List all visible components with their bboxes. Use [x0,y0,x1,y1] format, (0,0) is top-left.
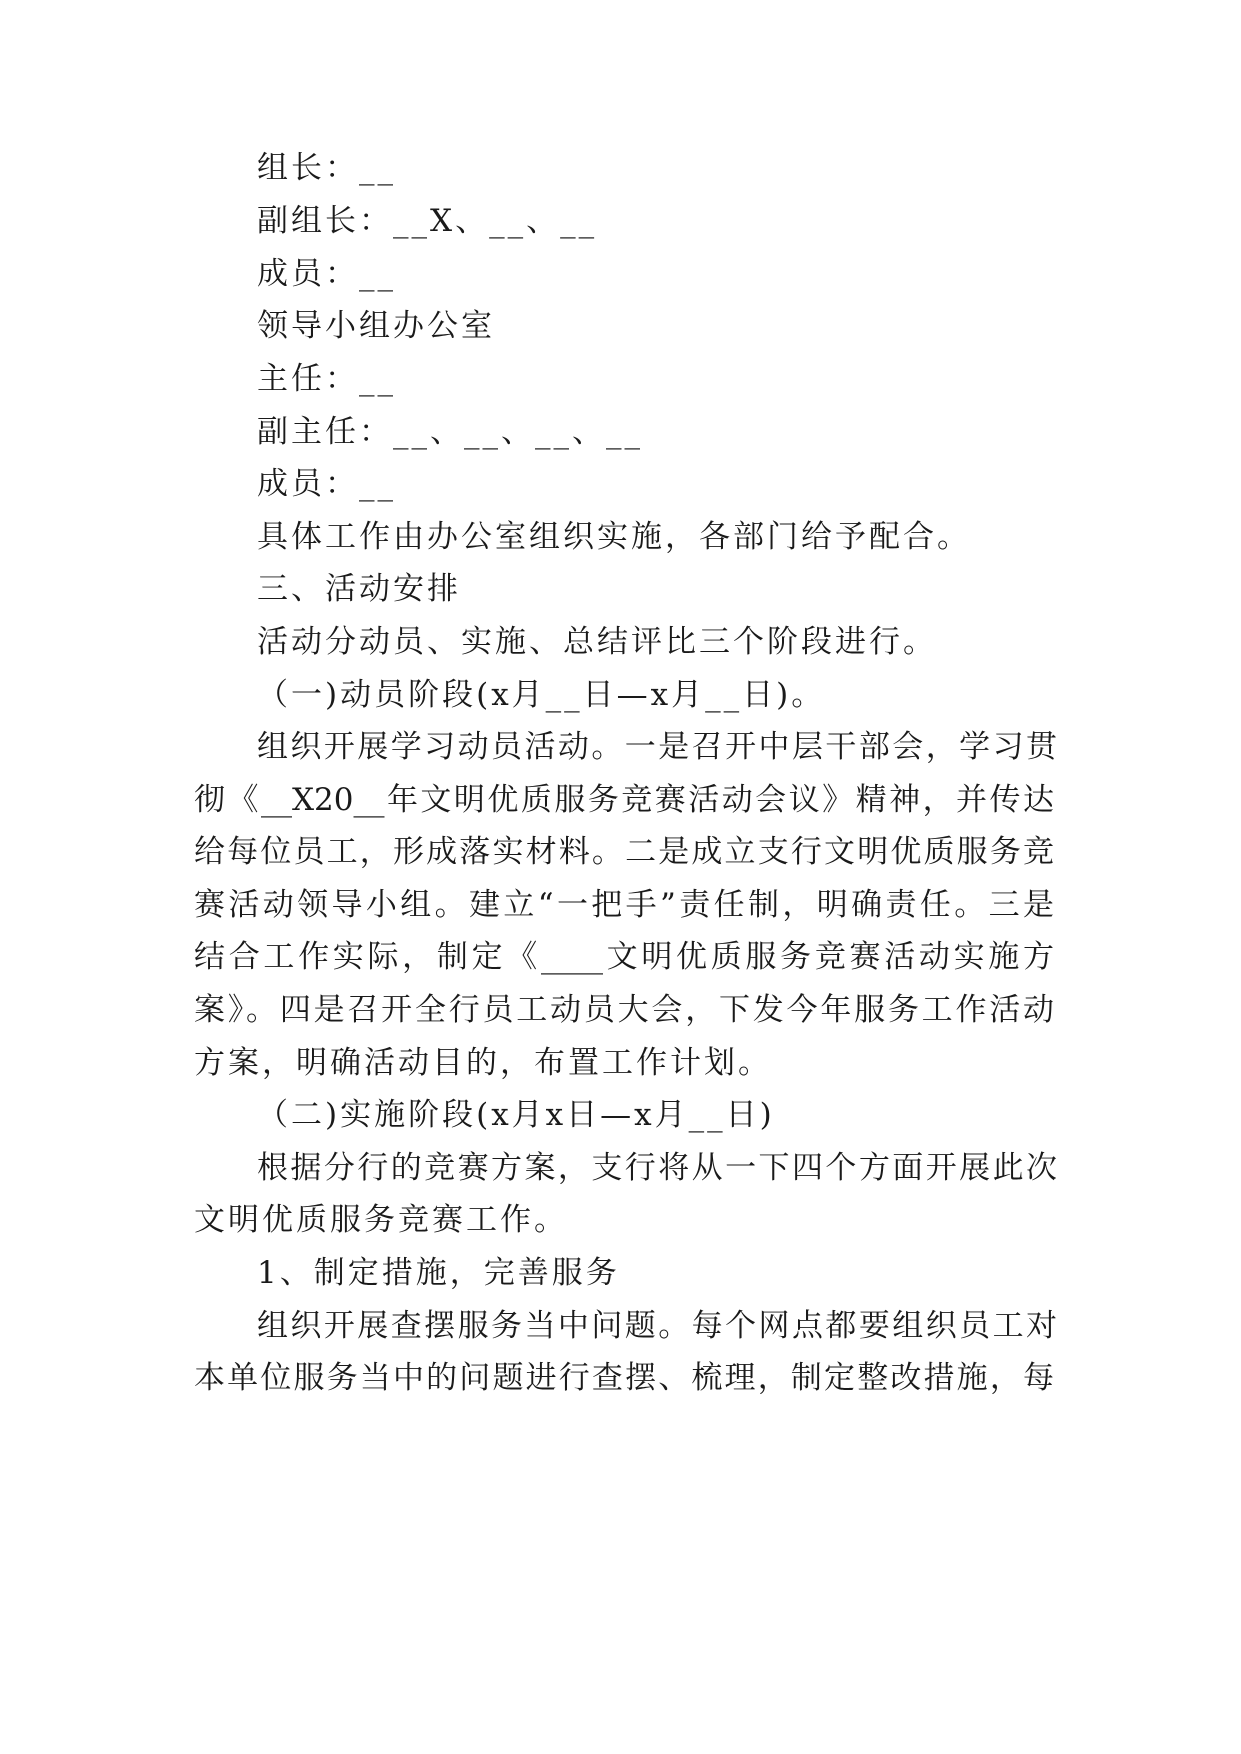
deputy-director-line: 副主任：__、__、__、__ [257,414,643,450]
paragraph-line: 彻《__X20__年文明优质服务竞赛活动会议》精神，并传达 [194,782,1054,818]
section-heading: 三、活动安排 [257,571,461,607]
paragraph-line: 方案，明确活动目的，布置工作计划。 [194,1045,772,1081]
subsection-heading: （二)实施阶段(x月x日—x月__日) [257,1097,775,1133]
paragraph-line: 结合工作实际，制定《____文明优质服务竞赛活动实施方 [194,939,1054,975]
paragraph-line: 赛活动领导小组。建立“一把手”责任制，明确责任。三是 [194,887,1054,923]
paragraph-line: 具体工作由办公室组织实施，各部门给予配合。 [257,519,971,555]
leader-line: 组长：__ [257,150,396,186]
paragraph-line: 文明优质服务竞赛工作。 [194,1202,568,1238]
item-heading: 1、制定措施，完善服务 [257,1255,620,1291]
office-members-line: 成员：__ [257,466,396,502]
office-heading: 领导小组办公室 [257,308,495,344]
deputy-leader-line: 副组长：__X、__、__ [257,203,598,239]
paragraph-line: 组织开展查摆服务当中问题。每个网点都要组织员工对 [257,1308,1057,1344]
director-line: 主任：__ [257,361,396,397]
paragraph-line: 给每位员工，形成落实材料。二是成立支行文明优质服务竞 [194,834,1054,870]
paragraph-line: 本单位服务当中的问题进行查摆、梳理，制定整改措施，每 [194,1360,1054,1396]
paragraph-line: 根据分行的竞赛方案，支行将从一下四个方面开展此次 [257,1150,1057,1186]
subsection-heading: （一)动员阶段(x月__日—x月__日)。 [257,677,826,713]
paragraph-line: 案》。四是召开全行员工动员大会，下发今年服务工作活动 [194,992,1054,1028]
members-line: 成员：__ [257,256,396,292]
paragraph-line: 活动分动员、实施、总结评比三个阶段进行。 [257,624,937,660]
paragraph-line: 组织开展学习动员活动。一是召开中层干部会，学习贯 [257,729,1057,765]
